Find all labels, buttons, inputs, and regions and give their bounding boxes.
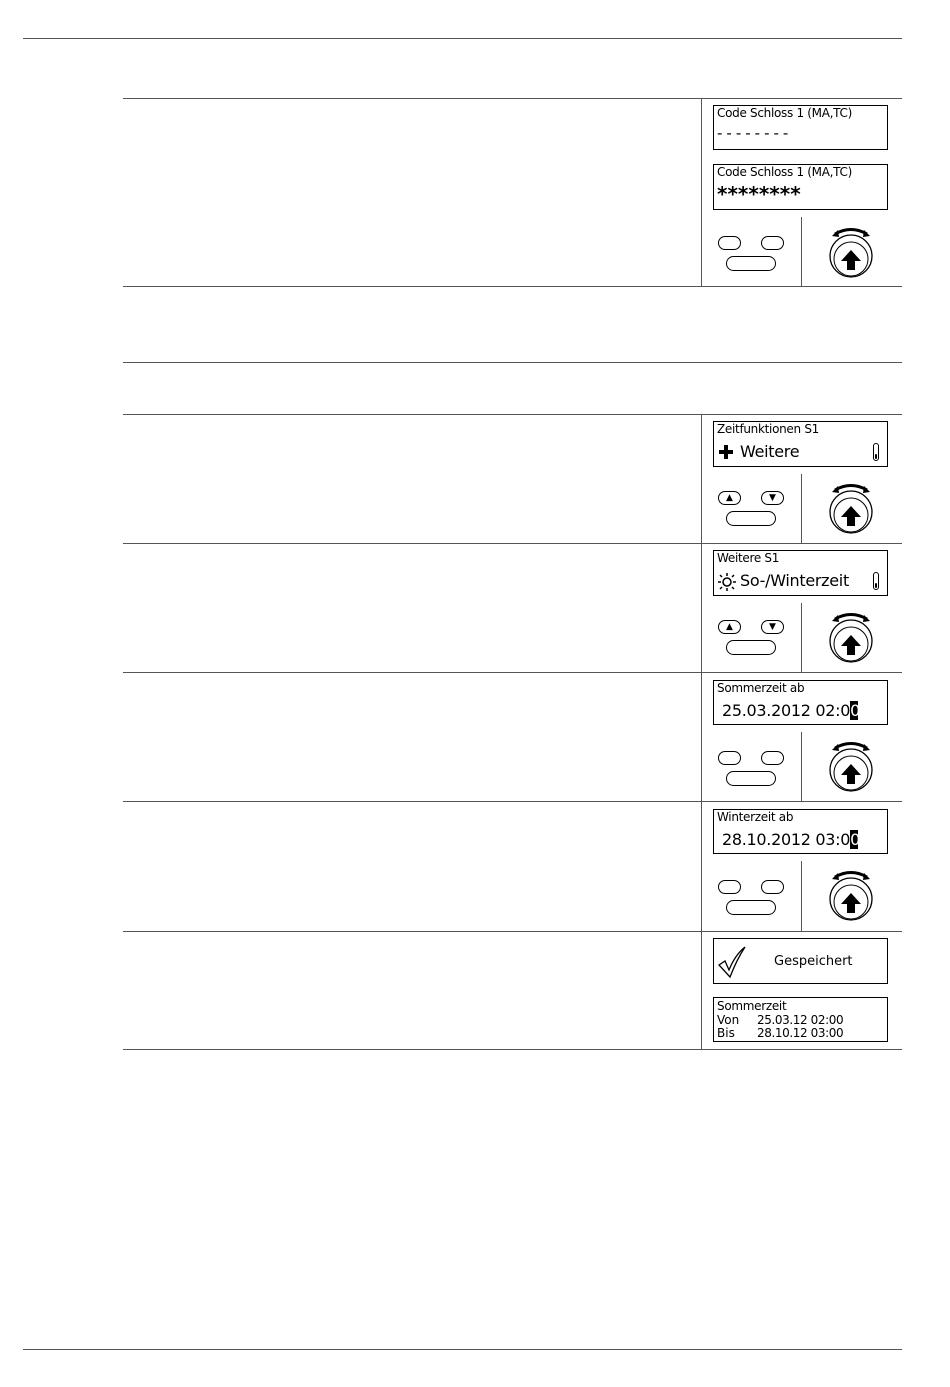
- center-wide-button[interactable]: [726, 900, 776, 915]
- table2-bottom-border: [123, 1049, 902, 1050]
- center-wide-button[interactable]: [726, 640, 776, 655]
- table1-top-border: [123, 98, 902, 99]
- right-soft-button[interactable]: [761, 880, 784, 894]
- checkmark-icon: [717, 945, 747, 979]
- table1-column-divider: [701, 98, 702, 286]
- keypad-divider: [801, 732, 802, 801]
- left-soft-button[interactable]: [718, 880, 741, 894]
- keypad-divider: [801, 217, 802, 286]
- top-rule: [23, 38, 902, 39]
- rotary-knob[interactable]: [826, 609, 876, 665]
- right-soft-button[interactable]: [761, 751, 784, 765]
- lcd-saved: [713, 938, 888, 984]
- center-wide-button[interactable]: [726, 771, 776, 786]
- center-wide-button[interactable]: [726, 511, 776, 526]
- lcd-code-filled: [713, 164, 888, 210]
- left-soft-button[interactable]: [718, 751, 741, 765]
- table2-top-border: [123, 414, 902, 415]
- date-time-text: 28.10.2012 03:0: [722, 830, 851, 849]
- lcd-title: Sommerzeit ab: [717, 681, 805, 695]
- lcd-title: Winterzeit ab: [717, 810, 794, 824]
- lcd-value: Weitere: [740, 442, 800, 461]
- rotary-knob[interactable]: [826, 867, 876, 923]
- table2-row-divider: [123, 672, 902, 673]
- keypad-divider: [801, 474, 802, 543]
- date-time-text: 25.03.2012 02:0: [722, 701, 851, 720]
- summary-from-value: 25.03.12 02:00: [757, 1013, 844, 1027]
- section2-top-rule: [123, 362, 902, 363]
- rotary-knob[interactable]: [826, 738, 876, 794]
- lcd-value: So-/Winterzeit: [740, 571, 849, 590]
- rotary-knob[interactable]: [826, 480, 876, 536]
- down-arrow-button[interactable]: [761, 491, 784, 505]
- up-arrow-icon: ▲: [726, 493, 733, 503]
- lcd-value: --------: [717, 124, 793, 142]
- scrollbar-indicator: [873, 572, 879, 590]
- lcd-weitere: [713, 550, 888, 596]
- lcd-sommerzeit-ab: [713, 680, 888, 725]
- center-wide-button[interactable]: [726, 256, 776, 271]
- table2-column-divider: [701, 414, 702, 1049]
- down-arrow-button[interactable]: [761, 620, 784, 634]
- lcd-winterzeit-ab: [713, 809, 888, 854]
- summary-to-value: 28.10.12 03:00: [757, 1026, 844, 1040]
- table2-row-divider: [123, 543, 902, 544]
- summary-from-label: Von: [717, 1013, 740, 1027]
- lcd-value: [722, 701, 861, 720]
- scrollbar-indicator: [873, 443, 879, 461]
- up-arrow-icon: ▲: [726, 622, 733, 632]
- right-soft-button[interactable]: [761, 236, 784, 250]
- keypad-divider: [801, 861, 802, 931]
- table1-bottom-border: [123, 286, 902, 287]
- left-soft-button[interactable]: [718, 236, 741, 250]
- sun-icon: [717, 573, 737, 591]
- lcd-title: Code Schloss 1 (MA,TC): [717, 165, 852, 179]
- summary-to-label: Bis: [717, 1026, 735, 1040]
- up-arrow-button[interactable]: [718, 620, 741, 634]
- table2-row-divider: [123, 801, 902, 802]
- table2-row-divider: [123, 931, 902, 932]
- lcd-summary: [713, 997, 888, 1042]
- keypad-divider: [801, 603, 802, 672]
- down-arrow-icon: ▼: [769, 622, 776, 632]
- down-arrow-icon: ▼: [769, 493, 776, 503]
- edit-cursor: 0: [850, 830, 861, 849]
- plus-icon: [719, 445, 733, 459]
- summary-title: Sommerzeit: [717, 999, 787, 1013]
- lcd-value: ********: [717, 182, 801, 206]
- up-arrow-button[interactable]: [718, 491, 741, 505]
- rotary-knob[interactable]: [826, 224, 876, 280]
- lcd-title: Weitere S1: [717, 551, 780, 565]
- lcd-zeitfunktionen: [713, 421, 888, 467]
- lcd-code-empty: [713, 105, 888, 150]
- lcd-title: Zeitfunktionen S1: [717, 422, 819, 436]
- bottom-rule: [23, 1349, 902, 1350]
- edit-cursor: 0: [850, 701, 861, 720]
- lcd-title: Code Schloss 1 (MA,TC): [717, 106, 852, 120]
- lcd-value: [722, 830, 861, 849]
- saved-label: Gespeichert: [774, 954, 853, 969]
